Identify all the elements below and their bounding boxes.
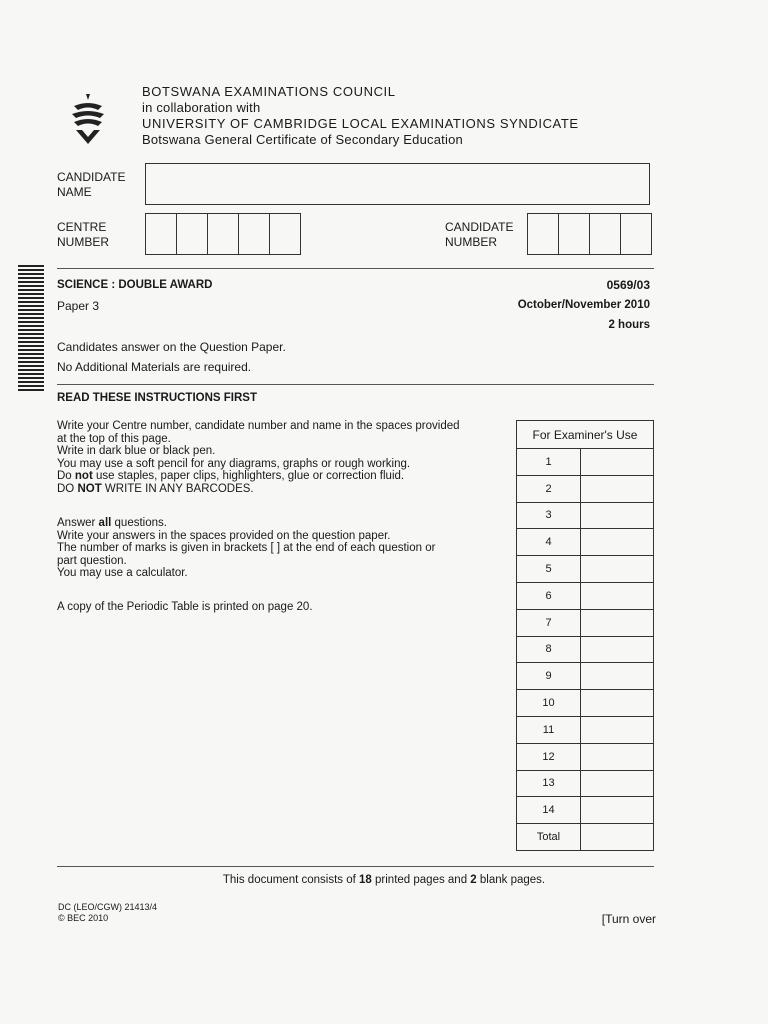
mark-cell[interactable] — [581, 582, 654, 609]
subject-title: SCIENCE : DOUBLE AWARD — [57, 279, 213, 291]
syndicate-name: UNIVERSITY OF CAMBRIDGE LOCAL EXAMINATIONS SYNDICATE — [142, 116, 579, 131]
answer-instruction: Answer all questions. — [57, 517, 167, 529]
candidate-number-field[interactable] — [527, 213, 652, 255]
council-name: BOTSWANA EXAMINATIONS COUNCIL — [142, 84, 396, 99]
mark-cell[interactable] — [581, 663, 654, 690]
divider — [57, 384, 654, 385]
examiner-table: For Examiner's Use 1 2 3 4 5 6 7 8 9 10 11 12 13 14 Total — [516, 420, 654, 851]
collaboration-text: in collaboration with — [142, 100, 261, 115]
mark-cell[interactable] — [581, 824, 654, 851]
side-barcode — [18, 265, 44, 393]
council-logo — [68, 92, 108, 148]
document-reference: DC (LEO/CGW) 21413/4 — [58, 902, 158, 912]
examiner-heading: For Examiner's Use — [517, 421, 654, 449]
digit-cell[interactable] — [270, 214, 300, 254]
mark-cell[interactable] — [581, 556, 654, 583]
paper-number: Paper 3 — [57, 299, 100, 313]
mark-cell[interactable] — [581, 770, 654, 797]
digit-cell[interactable] — [559, 214, 590, 254]
digit-cell[interactable] — [146, 214, 177, 254]
mark-cell[interactable] — [581, 609, 654, 636]
exam-duration: 2 hours — [608, 319, 650, 331]
mark-cell[interactable] — [581, 529, 654, 556]
mark-cell[interactable] — [581, 743, 654, 770]
divider — [57, 866, 654, 867]
digit-cell[interactable] — [528, 214, 559, 254]
instructions-block-1: Write your Centre number, candidate number and name in the spaces provided at the top of this page. Write in dark blue or black pen. You may use a soft pencil for any diagrams, graphs or rough working. Do not use staples, paper clips, highlighters, glue or correction fluid. DO NOT WRITE IN ANY BARCODES. — [57, 420, 460, 495]
centre-number-label: CENTRE NUMBER — [57, 220, 110, 249]
periodic-table-note: A copy of the Periodic Table is printed on page 20. — [57, 601, 313, 613]
candidate-name-label: CANDIDATE NAME — [57, 170, 126, 199]
divider — [57, 268, 654, 269]
mark-cell[interactable] — [581, 502, 654, 529]
paper-code: 0569/03 — [606, 278, 650, 292]
instructions-heading: READ THESE INSTRUCTIONS FIRST — [57, 392, 257, 404]
centre-number-field[interactable] — [145, 213, 301, 255]
mark-cell[interactable] — [581, 690, 654, 717]
certificate-name: Botswana General Certificate of Secondary Education — [142, 132, 463, 147]
digit-cell[interactable] — [621, 214, 651, 254]
barcode-instruction: DO NOT WRITE IN ANY BARCODES. — [57, 482, 254, 495]
mark-cell[interactable] — [581, 475, 654, 502]
turn-over-text: [Turn over — [601, 912, 656, 926]
exam-session: October/November 2010 — [517, 299, 650, 311]
materials-note: No Additional Materials are required. — [57, 360, 252, 374]
candidate-number-label: CANDIDATE NUMBER — [445, 220, 514, 249]
digit-cell[interactable] — [177, 214, 208, 254]
digit-cell[interactable] — [208, 214, 239, 254]
digit-cell[interactable] — [590, 214, 621, 254]
mark-cell[interactable] — [581, 797, 654, 824]
instructions-block-2: Answer all questions. Write your answers in the spaces provided on the question paper. The number of marks is given in brackets [ ] at the end of each question or part question. You may use a calculator. — [57, 517, 436, 580]
mark-cell[interactable] — [581, 636, 654, 663]
mark-cell[interactable] — [581, 449, 654, 476]
answer-note: Candidates answer on the Question Paper. — [57, 340, 286, 354]
digit-cell[interactable] — [239, 214, 270, 254]
copyright-text: © BEC 2010 — [58, 913, 109, 923]
page-count-note: This document consists of 18 printed pages and 2 blank pages. — [222, 874, 546, 886]
staples-instruction: Do not use staples, paper clips, highlighters, glue or correction fluid. — [57, 470, 405, 483]
mark-cell[interactable] — [581, 716, 654, 743]
candidate-name-field[interactable] — [145, 163, 650, 205]
